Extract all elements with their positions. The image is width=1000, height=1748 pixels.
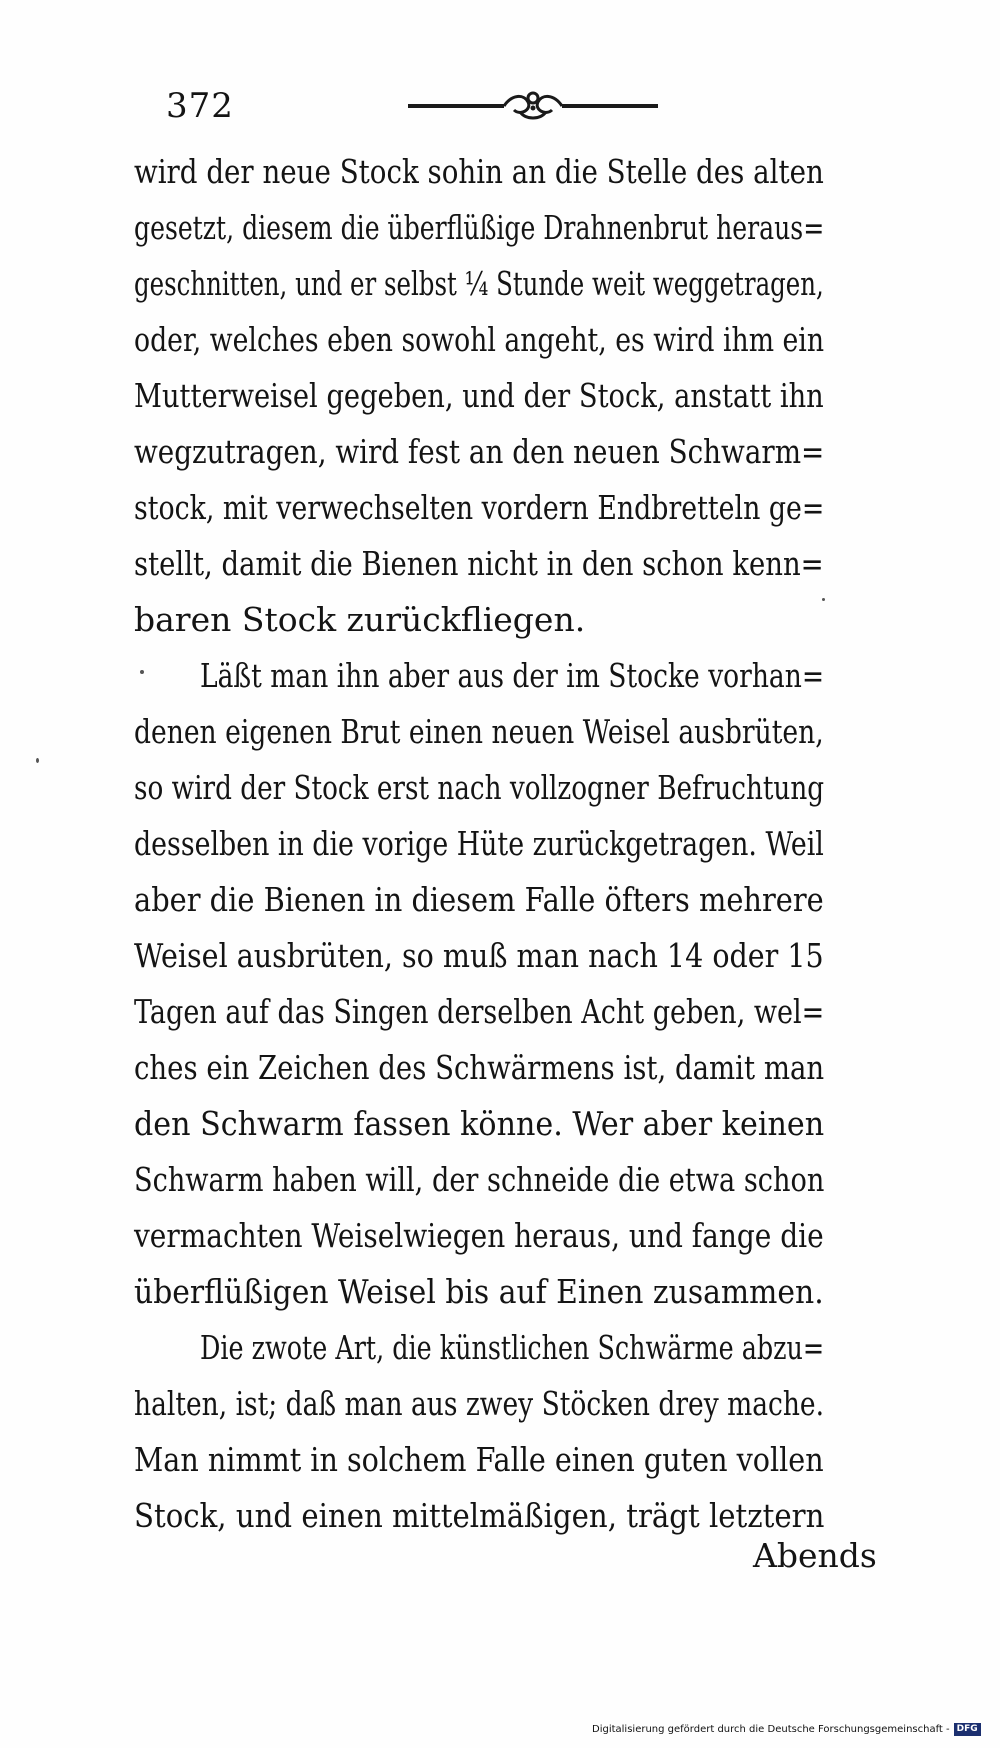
- text-line-content: gesetzt, diesem die überflüßige Drahnenbrut heraus=: [134, 208, 825, 247]
- text-line: [134, 1384, 924, 1443]
- text-line-content: Mutterweisel gegeben, und der Stock, anstatt ihn: [134, 376, 824, 415]
- text-line-content: vermachten Weiselwiegen heraus, und fange die: [134, 1216, 824, 1255]
- text-line-content: ches ein Zeichen des Schwärmens ist, damit man: [134, 1048, 825, 1087]
- text-line: [134, 1160, 924, 1219]
- text-line-content: so wird der Stock erst nach vollzogner Befruchtung: [134, 768, 825, 807]
- text-line: [134, 1104, 924, 1163]
- text-line-content: Die zwote Art, die künstlichen Schwärme abzu=: [200, 1328, 825, 1367]
- text-line: [134, 880, 924, 939]
- text-line: [134, 712, 924, 771]
- text-line: [134, 768, 924, 827]
- text-line: [134, 600, 924, 659]
- body-text: [134, 152, 924, 1555]
- text-line: [134, 320, 924, 379]
- digitization-footer: [592, 1721, 1000, 1739]
- text-line-content: Schwarm haben will, der schneide die etwa schon: [134, 1160, 825, 1199]
- text-line: [134, 264, 924, 323]
- text-line-content: denen eigenen Brut einen neuen Weisel ausbrüten,: [134, 712, 824, 751]
- scan-speck: [140, 670, 144, 674]
- text-line: [134, 1216, 924, 1275]
- catchword: Abends: [753, 1536, 877, 1575]
- text-line: [134, 936, 924, 995]
- text-line-content: Man nimmt in solchem Falle einen guten vollen: [134, 1440, 824, 1479]
- text-line-content: den Schwarm fassen könne. Wer aber keinen: [134, 1104, 825, 1143]
- text-line: [134, 656, 924, 715]
- text-line-content: Tagen auf das Singen derselben Acht geben, wel=: [134, 992, 825, 1031]
- text-line-content: wird der neue Stock sohin an die Stelle des alten: [134, 152, 824, 191]
- text-line-content: stock, mit verwechselten vordern Endbretteln ge=: [134, 488, 825, 527]
- text-line-content: aber die Bienen in diesem Falle öfters mehrere: [134, 880, 824, 919]
- text-line-content: Weisel ausbrüten, so muß man nach 14 oder 15: [134, 936, 824, 975]
- ornament-divider: [408, 86, 658, 126]
- text-line-content: desselben in die vorige Hüte zurückgetragen. Weil: [134, 824, 824, 863]
- scan-speck: [822, 598, 825, 601]
- text-line-content: baren Stock zurückfliegen.: [134, 600, 586, 639]
- text-line-content: überflüßigen Weisel bis auf Einen zusammen.: [134, 1272, 824, 1311]
- text-line: [134, 432, 924, 491]
- text-line: [134, 488, 924, 547]
- text-line: [134, 1048, 924, 1107]
- text-line-content: geschnitten, und er selbst ¼ Stunde weit weggetragen,: [134, 264, 824, 303]
- text-line: [134, 544, 924, 603]
- text-line-content: Läßt man ihn aber aus der im Stocke vorhan=: [200, 656, 825, 695]
- text-line-content: oder, welches eben sowohl angeht, es wird ihm ein: [134, 320, 825, 359]
- text-line: [134, 824, 924, 883]
- page-number: 372: [166, 86, 234, 126]
- text-line-content: halten, ist; daß man aus zwey Stöcken drey mache.: [134, 1384, 825, 1423]
- text-line: [134, 1440, 924, 1499]
- text-line-content: stellt, damit die Bienen nicht in den schon kenn=: [134, 544, 824, 583]
- text-line: [134, 152, 924, 211]
- text-line: [134, 992, 924, 1051]
- text-line-content: Stock, und einen mittelmäßigen, trägt letztern: [134, 1496, 825, 1535]
- text-line-content: wegzutragen, wird fest an den neuen Schwarm=: [134, 432, 825, 471]
- scan-speck: [36, 758, 39, 763]
- text-line: [134, 1272, 924, 1331]
- text-line: [134, 208, 924, 267]
- dfg-logo: DFG: [954, 1723, 981, 1736]
- footer-credit: Digitalisierung gefördert durch die Deutsche Forschungsgemeinschaft -: [592, 1724, 950, 1735]
- text-line: [134, 1328, 924, 1387]
- text-line: [134, 376, 924, 435]
